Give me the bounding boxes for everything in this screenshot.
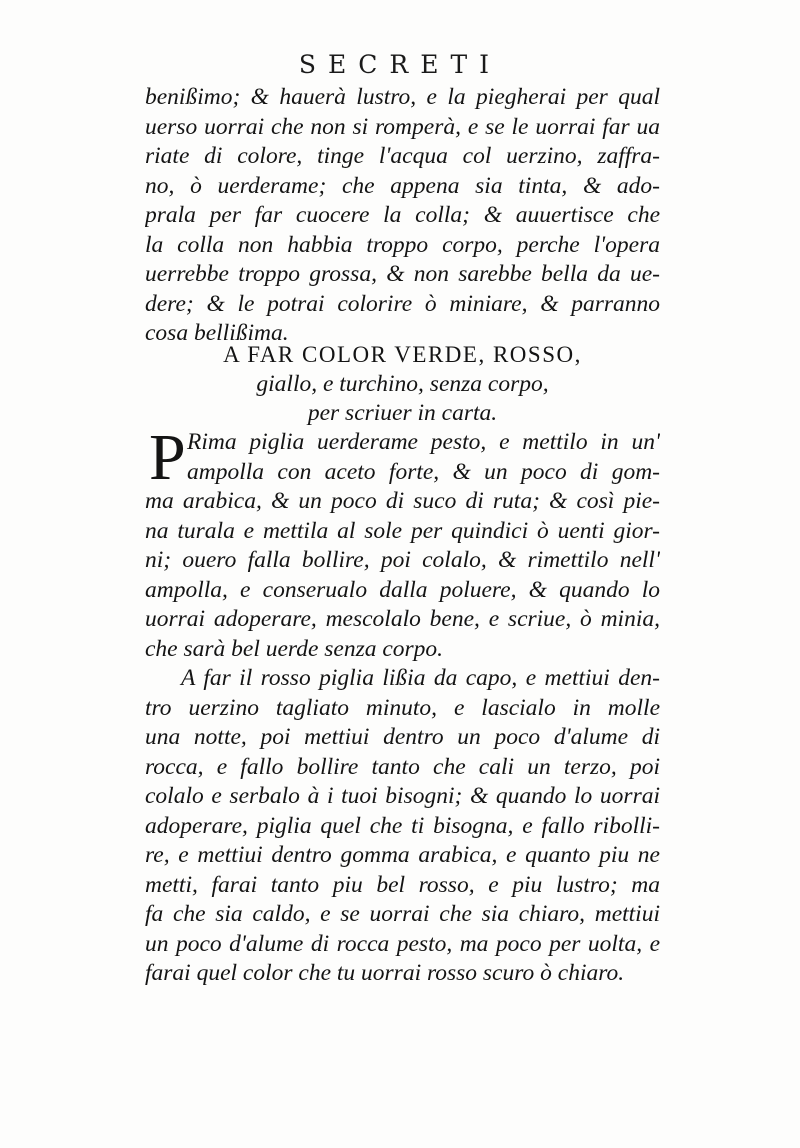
- text-line: ampolla con aceto forte, & un poco di gom-: [187, 458, 660, 485]
- text-line: uerrebbe troppo grossa, & non sarebbe bella da ue-: [145, 261, 660, 287]
- text-line: adoperare, piglia quel che ti bisogna, e fallo ribolli-: [145, 812, 660, 839]
- text-line: colalo e serbalo à i tuoi bisogni; & quando lo uorrai: [145, 783, 660, 809]
- heading-line-1: A FAR COLOR VERDE, ROSSO,: [223, 342, 582, 367]
- text-line: prala per far cuocere la colla; & auuertisce che: [145, 202, 660, 228]
- text-line: re, e mettiui dentro gomma arabica, e quanto piu ne: [145, 842, 660, 868]
- text-line: ma arabica, & un poco di suco di ruta; & così pie-: [145, 488, 660, 514]
- text-line: che sarà bel uerde senza corpo.: [145, 635, 444, 662]
- text-line: ni; ouero falla bollire, poi colalo, & rimettilo nell': [145, 547, 660, 573]
- text-line: uerso uorrai che non si romperà, e se le uorrai far ua: [145, 113, 660, 140]
- text-line: no, ò uerderame; che appena sia tinta, & ado-: [145, 172, 660, 199]
- text-line: uorrai adoperare, mescolalo bene, e scriue, ò minia,: [145, 606, 660, 632]
- paragraph-continuation: [145, 83, 660, 349]
- section-heading: [145, 340, 660, 428]
- paragraph-green: [145, 421, 660, 664]
- heading-line-2: giallo, e turchino, senza corpo,: [256, 371, 549, 397]
- running-head: SECRETI: [298, 50, 502, 79]
- text-line: cosa bellißima.: [145, 320, 289, 346]
- text-line: una notte, poi mettiui dentro un poco d'alume di: [145, 724, 660, 750]
- text-line: farai quel color che tu uorrai rosso scuro ò chiaro.: [145, 960, 625, 986]
- heading-line-3: per scriuer in carta.: [307, 400, 498, 426]
- text-line: metti, farai tanto piu bel rosso, e piu lustro; ma: [145, 871, 660, 898]
- text-line: na turala e mettila al sole per quindici ò uenti gior-: [145, 517, 660, 544]
- text-line: tro uerzino tagliato minuto, e lascialo in molle: [145, 694, 660, 721]
- text-line: rocca, e fallo bollire tanto che cali un terzo, poi: [145, 753, 660, 780]
- text-line: la colla non habbia troppo corpo, perche l'opera: [145, 231, 660, 258]
- text-line: fa che sia caldo, e se uorrai che sia chiaro, mettiui: [145, 901, 660, 927]
- text-line: dere; & le potrai colorire ò miniare, & parranno: [145, 290, 660, 317]
- text-line: riate di colore, tinge l'acqua col uerzino, zaffra-: [145, 143, 660, 169]
- text-line: A far il rosso piglia lißia da capo, e mettiui den-: [181, 665, 660, 691]
- drop-cap: P: [149, 421, 186, 494]
- text-line: ampolla, e conserualo dalla poluere, & quando lo: [145, 576, 660, 603]
- paragraph-red: [145, 664, 660, 989]
- text-line: Rima piglia uerderame pesto, e mettilo in un': [187, 429, 660, 455]
- text-line: benißimo; & hauerà lustro, e la piegherai per qual: [145, 84, 660, 110]
- text-line: un poco d'alume di rocca pesto, ma poco per uolta, e: [145, 930, 660, 957]
